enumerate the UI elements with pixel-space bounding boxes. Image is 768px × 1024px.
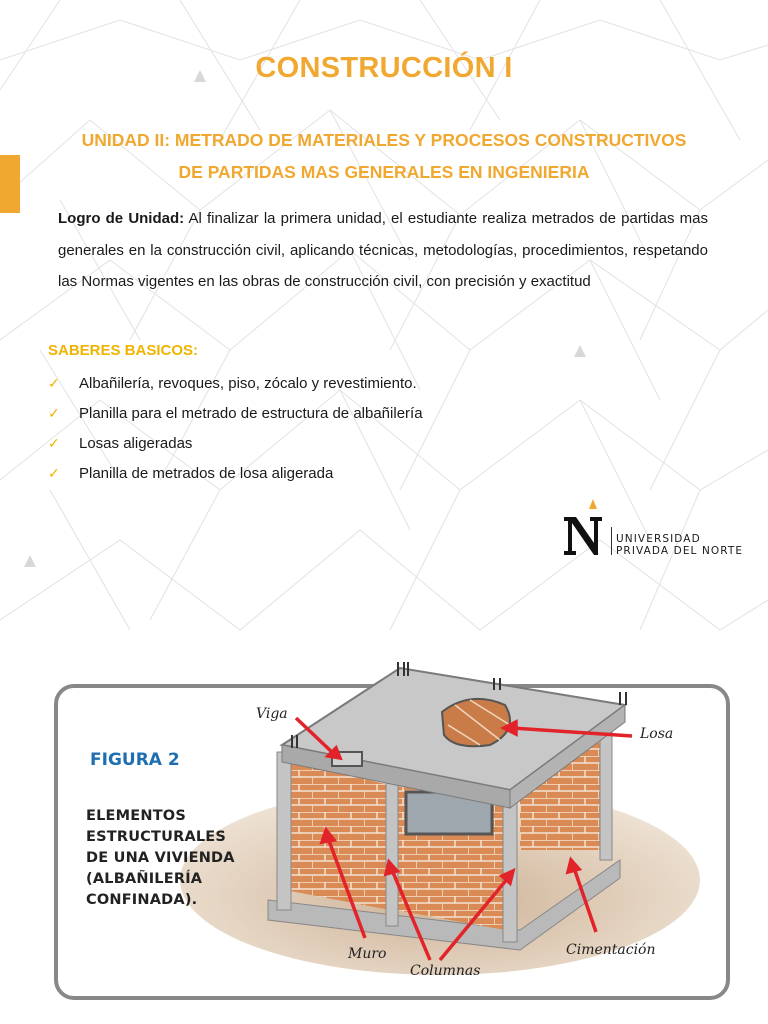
column-right bbox=[600, 720, 612, 860]
list-item bbox=[48, 371, 423, 401]
label-muro: Muro bbox=[348, 946, 387, 962]
accent-bar bbox=[0, 155, 20, 213]
label-losa: Losa bbox=[640, 726, 674, 742]
logro-label: Logro de Unidad: bbox=[58, 210, 185, 227]
check-icon: ✓ bbox=[48, 405, 60, 421]
figure-title: FIGURA 2 bbox=[90, 750, 180, 770]
check-icon: ✓ bbox=[48, 435, 60, 451]
list-item bbox=[48, 461, 423, 491]
university-logo bbox=[560, 497, 760, 561]
column-left bbox=[277, 752, 291, 910]
saberes-heading: SABERES BASICOS: bbox=[48, 342, 199, 359]
logro-text: Al finalizar la primera unidad, el estudiante realiza metrados de partidas mas generales en la construcción civil, aplicando técnicas, metodologías, procedimientos, respetando las Normas vigentes en las obras de construcción civil, con precisión y exactitud bbox=[58, 210, 709, 290]
list-item bbox=[48, 431, 423, 461]
saberes-item-text: Planilla para el metrado de estructura de albañilería bbox=[79, 405, 423, 422]
slide-subtitle bbox=[40, 124, 728, 188]
upn-n-logo-icon bbox=[560, 497, 616, 561]
label-cimentacion: Cimentación bbox=[566, 942, 656, 958]
column-front bbox=[503, 792, 517, 942]
logo-line-1: UNIVERSIDAD bbox=[616, 533, 701, 545]
label-viga: Viga bbox=[256, 706, 288, 722]
saberes-item-text: Albañilería, revoques, piso, zócalo y revestimiento. bbox=[79, 375, 417, 392]
slide-title: CONSTRUCCIÓN I bbox=[255, 52, 513, 84]
saberes-item-text: Losas aligeradas bbox=[79, 435, 193, 452]
column-middle bbox=[386, 778, 398, 926]
logo-line-2: PRIVADA DEL NORTE bbox=[616, 545, 744, 557]
check-icon: ✓ bbox=[48, 375, 60, 391]
logo-divider bbox=[611, 527, 612, 555]
list-item bbox=[48, 401, 423, 431]
figure-caption: ELEMENTOS ESTRUCTURALES DE UNA VIVIENDA (ALBAÑILERÍA CONFINADA). bbox=[86, 808, 235, 908]
check-icon: ✓ bbox=[48, 465, 60, 481]
left-brick-wall bbox=[285, 760, 390, 910]
label-columnas: Columnas bbox=[410, 963, 481, 979]
saberes-list bbox=[48, 371, 423, 491]
subtitle-line-2: DE PARTIDAS MAS GENERALES EN INGENIERIA bbox=[178, 162, 590, 182]
subtitle-line-1: UNIDAD II: METRADO DE MATERIALES Y PROCESOS CONSTRUCTIVOS bbox=[81, 130, 687, 150]
saberes-item-text: Planilla de metrados de losa aligerada bbox=[79, 465, 334, 482]
logo-text bbox=[616, 533, 743, 557]
logro-paragraph bbox=[58, 203, 708, 298]
